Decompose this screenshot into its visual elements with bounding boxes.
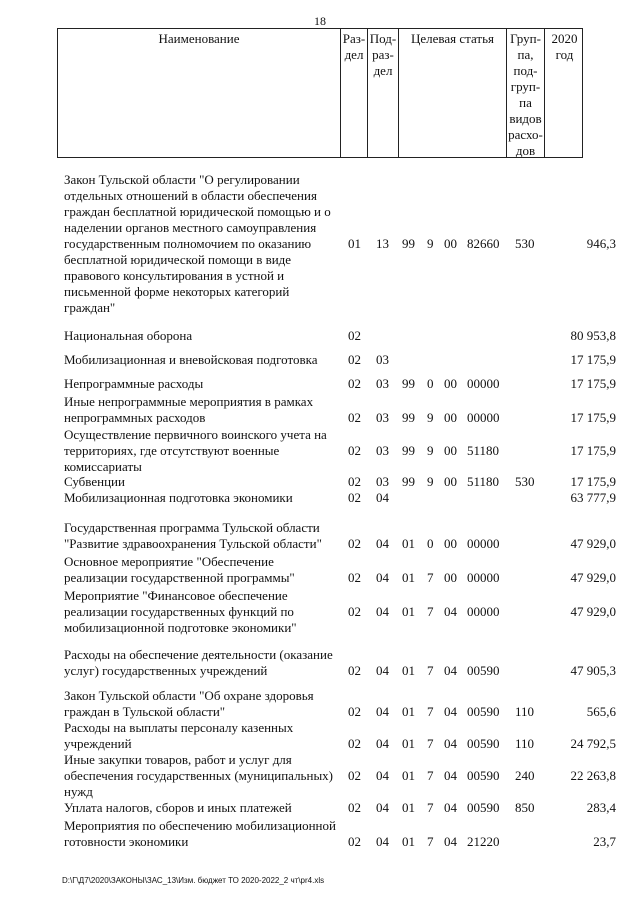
row-group: 850 [515, 800, 535, 815]
row-cs3: 00 [444, 443, 457, 458]
row-amount: 23,7 [593, 834, 616, 849]
row-podrazdel: 04 [376, 663, 389, 678]
row-razdel: 02 [348, 800, 361, 815]
row-podrazdel: 03 [376, 443, 389, 458]
table-row [0, 720, 640, 752]
row-razdel: 02 [348, 768, 361, 783]
row-name: Непрограммные расходы [64, 376, 204, 391]
row-amount: 17 175,9 [570, 352, 616, 367]
row-cs4: 00000 [467, 536, 500, 551]
row-name: Расходы на выплаты персоналу казенных учреждений [64, 720, 294, 751]
row-name: Мероприятия по обеспечению мобилизационной готовности экономики [64, 818, 336, 849]
row-cs4: 00000 [467, 376, 500, 391]
row-amount: 283,4 [586, 800, 616, 815]
row-cs1: 01 [402, 834, 415, 849]
row-cs2: 7 [427, 604, 434, 619]
row-name: Расходы на обеспечение деятельности (оказание услуг) государственных учреждений [64, 647, 333, 678]
row-cs4: 00590 [467, 800, 500, 815]
row-podrazdel: 04 [376, 490, 389, 505]
table-row [0, 688, 640, 720]
row-cs4: 00000 [467, 570, 500, 585]
table-row [0, 800, 640, 816]
table-row [0, 647, 640, 679]
row-amount: 17 175,9 [570, 474, 616, 489]
row-cs4: 00590 [467, 704, 500, 719]
header-razdel: Раз- дел [341, 29, 368, 157]
row-cs3: 04 [444, 800, 457, 815]
row-cs1: 01 [402, 768, 415, 783]
row-amount: 24 792,5 [570, 736, 616, 751]
row-name: Субвенции [64, 474, 125, 489]
row-razdel: 02 [348, 376, 361, 391]
row-amount: 17 175,9 [570, 443, 616, 458]
row-cs2: 9 [427, 410, 434, 425]
row-name: Основное мероприятие "Обеспечение реализации государственной программы" [64, 554, 295, 585]
row-amount: 47 929,0 [570, 570, 616, 585]
row-cs1: 99 [402, 376, 415, 391]
row-cs1: 99 [402, 474, 415, 489]
row-cs2: 7 [427, 704, 434, 719]
row-cs2: 9 [427, 443, 434, 458]
row-name: Иные закупки товаров, работ и услуг для обеспечения государственных (муниципальных) нужд [64, 752, 334, 799]
row-cs4: 51180 [467, 474, 500, 489]
row-amount: 63 777,9 [570, 490, 616, 505]
row-podrazdel: 03 [376, 352, 389, 367]
row-razdel: 02 [348, 410, 361, 425]
row-amount: 17 175,9 [570, 376, 616, 391]
row-cs4: 21220 [467, 834, 500, 849]
row-cs3: 00 [444, 570, 457, 585]
row-name: Уплата налогов, сборов и иных платежей [64, 800, 292, 815]
row-podrazdel: 04 [376, 768, 389, 783]
table-row [0, 520, 640, 552]
header-podrazdel: Под- раз- дел [368, 29, 399, 157]
row-podrazdel: 03 [376, 410, 389, 425]
table-row [0, 474, 640, 490]
row-name: Иные непрограммные мероприятия в рамках непрограммных расходов [64, 394, 314, 425]
row-razdel: 02 [348, 443, 361, 458]
row-cs2: 7 [427, 570, 434, 585]
row-group: 240 [515, 768, 535, 783]
row-cs1: 01 [402, 570, 415, 585]
table-row [0, 490, 640, 506]
row-cs3: 00 [444, 474, 457, 489]
row-group: 110 [515, 736, 535, 751]
row-amount: 47 905,3 [570, 663, 616, 678]
row-cs2: 7 [427, 800, 434, 815]
row-name: Закон Тульской области "Об охране здоровья граждан в Тульской области" [64, 688, 314, 719]
row-cs4: 00590 [467, 768, 500, 783]
row-razdel: 02 [348, 536, 361, 551]
table-row [0, 427, 640, 475]
table-row [0, 554, 640, 586]
row-name: Мобилизационная подготовка экономики [64, 490, 293, 505]
row-amount: 47 929,0 [570, 604, 616, 619]
table-row [0, 328, 640, 344]
row-group: 530 [515, 236, 535, 251]
row-cs3: 04 [444, 704, 457, 719]
row-razdel: 02 [348, 352, 361, 367]
table-header [57, 28, 583, 158]
row-cs2: 7 [427, 736, 434, 751]
row-razdel: 02 [348, 490, 361, 505]
row-amount: 565,6 [586, 704, 616, 719]
row-cs3: 00 [444, 410, 457, 425]
row-cs4: 00590 [467, 663, 500, 678]
row-cs2: 9 [427, 474, 434, 489]
row-razdel: 02 [348, 328, 361, 343]
row-podrazdel: 04 [376, 536, 389, 551]
row-amount: 946,3 [586, 236, 616, 251]
row-razdel: 02 [348, 604, 361, 619]
row-cs4: 00000 [467, 410, 500, 425]
row-cs1: 99 [402, 410, 415, 425]
row-podrazdel: 04 [376, 570, 389, 585]
row-podrazdel: 04 [376, 736, 389, 751]
row-cs1: 01 [402, 604, 415, 619]
row-cs3: 00 [444, 536, 457, 551]
row-podrazdel: 03 [376, 474, 389, 489]
row-cs1: 01 [402, 800, 415, 815]
row-cs2: 7 [427, 834, 434, 849]
row-cs1: 01 [402, 704, 415, 719]
row-cs1: 99 [402, 236, 415, 251]
row-cs1: 01 [402, 536, 415, 551]
table-row [0, 588, 640, 636]
row-cs3: 04 [444, 736, 457, 751]
row-name: Осуществление первичного воинского учета на территориях, где отсутствуют военные комиссариаты [64, 427, 327, 474]
row-podrazdel: 04 [376, 704, 389, 719]
row-amount: 22 263,8 [570, 768, 616, 783]
row-name: Национальная оборона [64, 328, 193, 343]
row-cs4: 00000 [467, 604, 500, 619]
row-cs3: 04 [444, 604, 457, 619]
row-group: 530 [515, 474, 535, 489]
row-amount: 80 953,8 [570, 328, 616, 343]
row-cs1: 99 [402, 443, 415, 458]
table-row [0, 172, 640, 316]
row-cs3: 00 [444, 376, 457, 391]
row-cs2: 0 [427, 536, 434, 551]
row-amount: 17 175,9 [570, 410, 616, 425]
row-cs4: 00590 [467, 736, 500, 751]
header-group: Груп- па, под- груп- па видов расхо- дов [507, 29, 545, 157]
row-razdel: 02 [348, 736, 361, 751]
row-podrazdel: 03 [376, 376, 389, 391]
row-cs3: 00 [444, 236, 457, 251]
row-razdel: 02 [348, 704, 361, 719]
row-name: Закон Тульской области "О регулировании отдельных отношений в области обеспечения граждан бесплатной юридической помощью и о наделении органов местного самоуправления государственным полномочием по оказанию бесплатной юридической помощи в виде правового консультирования в устной и письменной форме некоторых категорий граждан" [64, 172, 331, 315]
row-podrazdel: 04 [376, 800, 389, 815]
row-amount: 47 929,0 [570, 536, 616, 551]
page-number: 18 [314, 14, 326, 28]
header-name: Наименование [58, 29, 341, 157]
row-cs4: 51180 [467, 443, 500, 458]
file-path-footer: D:\Г\Д7\2020\ЗАКОНЫ\ЗАС_13\Изм. бюджет ТО 2020-2022_2 чт\pr4.xls [62, 876, 325, 885]
row-cs2: 0 [427, 376, 434, 391]
header-target: Целевая статья [399, 29, 507, 157]
row-razdel: 02 [348, 834, 361, 849]
row-cs1: 01 [402, 736, 415, 751]
row-name: Государственная программа Тульской области "Развитие здравоохранения Тульской области" [64, 520, 322, 551]
table-row [0, 752, 640, 800]
row-razdel: 02 [348, 474, 361, 489]
row-podrazdel: 13 [376, 236, 389, 251]
row-podrazdel: 04 [376, 604, 389, 619]
row-cs2: 7 [427, 768, 434, 783]
row-name: Мобилизационная и вневойсковая подготовка [64, 352, 318, 367]
table-row [0, 352, 640, 368]
row-cs4: 82660 [467, 236, 500, 251]
row-cs3: 04 [444, 834, 457, 849]
row-razdel: 01 [348, 236, 361, 251]
row-cs3: 04 [444, 663, 457, 678]
table-row [0, 376, 640, 392]
row-cs2: 9 [427, 236, 434, 251]
header-year: 2020 год [551, 31, 578, 62]
table-row [0, 394, 640, 426]
row-name: Мероприятие "Финансовое обеспечение реализации государственных функций по мобилизационной подготовке экономики" [64, 588, 297, 635]
row-razdel: 02 [348, 570, 361, 585]
row-group: 110 [515, 704, 535, 719]
row-cs3: 04 [444, 768, 457, 783]
row-cs1: 01 [402, 663, 415, 678]
row-cs2: 7 [427, 663, 434, 678]
table-row [0, 818, 640, 850]
row-podrazdel: 04 [376, 834, 389, 849]
row-razdel: 02 [348, 663, 361, 678]
